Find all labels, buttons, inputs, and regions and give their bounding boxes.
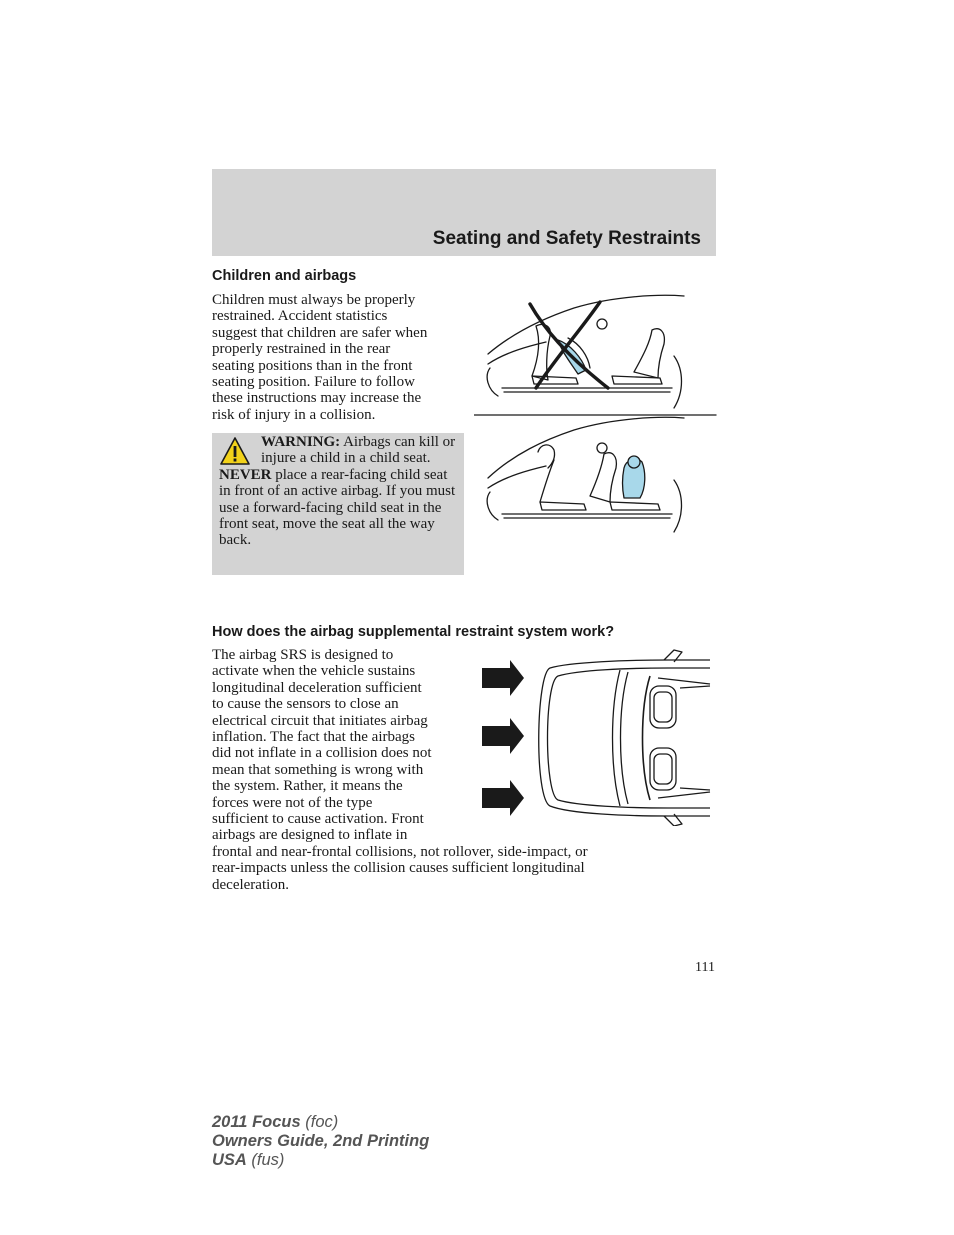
text-line: activate when the vehicle sustains [212, 663, 416, 680]
text-line: forces were not of the type [212, 794, 373, 811]
warning-label: WARNING: [261, 434, 341, 450]
footer-line-guide [212, 1132, 429, 1151]
text-line: the system. Rather, it means the [212, 778, 403, 795]
text-line: properly restrained in the rear [212, 341, 391, 358]
text-line: restrained. Accident statistics [212, 308, 388, 325]
text-line: deceleration. [212, 876, 290, 893]
warning-body-a: Airbags can kill or injure a child in a child seat. [261, 434, 456, 467]
children-airbags-heading: Children and airbags [212, 268, 357, 284]
frontal-impact-illustration [478, 648, 712, 826]
warning-never: NEVER [219, 466, 272, 483]
children-airbags-paragraph [212, 292, 468, 423]
airbag-srs-heading: How does the airbag supplemental restraint system work? [212, 624, 615, 640]
warning-box [212, 433, 464, 575]
footer-region: USA [212, 1151, 247, 1169]
footer [212, 1113, 429, 1170]
text-line: inflation. The fact that the airbags [212, 729, 415, 746]
footer-model: 2011 Focus [212, 1113, 301, 1131]
footer-guide: Owners Guide, 2nd Printing [212, 1132, 430, 1150]
text-line: mean that something is wrong with [212, 761, 424, 778]
section-header-band [212, 169, 716, 256]
text-line: suggest that children are safer when [212, 324, 428, 341]
footer-model-code: (foc) [300, 1113, 339, 1131]
text-line: Children must always be properly [212, 292, 416, 308]
text-line: seating positions than in the front [212, 357, 413, 374]
text-line: to cause the sensors to close an [212, 696, 399, 713]
footer-region-code: (fus) [246, 1151, 285, 1169]
text-line: did not inflate in a collision does not [212, 745, 432, 762]
text-line: airbags are designed to inflate in [212, 827, 408, 844]
text-line: rear-impacts unless the collision causes sufficient longitudinal [212, 860, 585, 877]
text-line: risk of injury in a collision. [212, 406, 376, 423]
text-line: these instructions may increase the [212, 390, 422, 407]
text-line: longitudinal deceleration sufficient [212, 679, 422, 696]
text-line: frontal and near-frontal collisions, not rollover, side-impact, or [212, 843, 588, 860]
child-seat-airbag-illustration [474, 292, 718, 544]
text-line: The airbag SRS is designed to [212, 647, 394, 663]
page-number: 111 [695, 960, 715, 975]
footer-line-region [212, 1151, 429, 1170]
warning-text [219, 434, 459, 549]
text-line: seating position. Failure to follow [212, 374, 415, 391]
warning-body-b: place a rear-facing child seat in front of an active airbag. If you must use a forward-facing child seat in the front seat, move the seat all the way back. [219, 466, 456, 549]
footer-line-model [212, 1113, 429, 1132]
text-line: sufficient to cause activation. Front [212, 811, 424, 828]
text-line: electrical circuit that initiates airbag [212, 712, 428, 729]
section-title: Seating and Safety Restraints [432, 228, 701, 249]
